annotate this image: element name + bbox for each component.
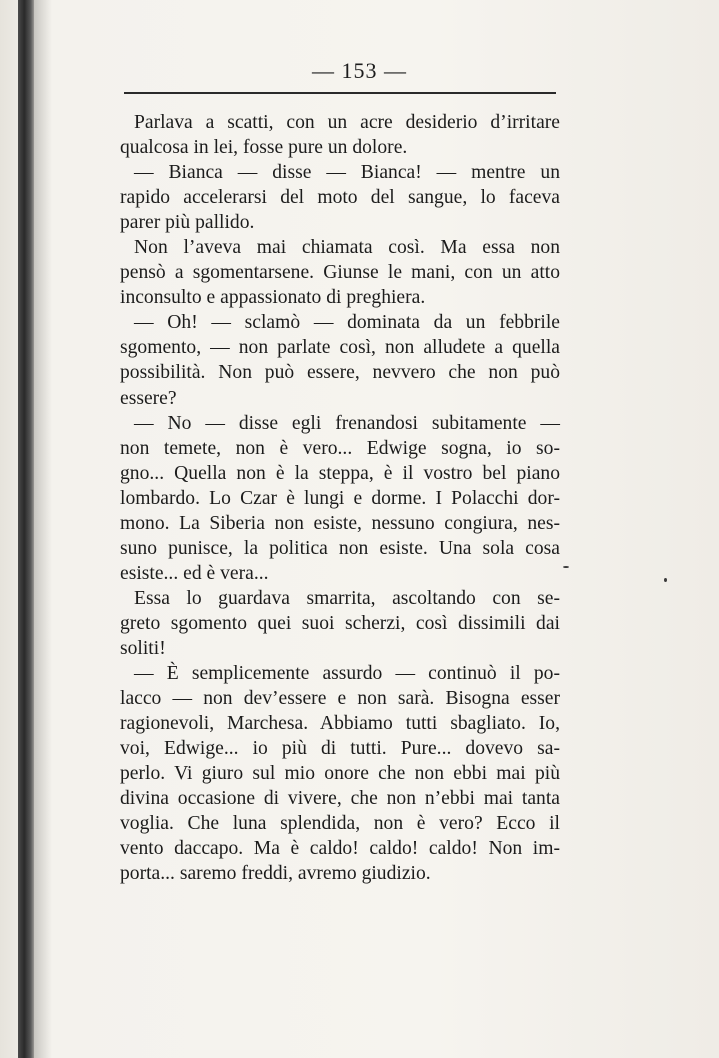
text-line: possibilità. Non può essere, nevvero che non può (120, 362, 560, 384)
text-line: mono. La Siberia non esiste, nessuno congiura, nes- (120, 512, 560, 534)
text-line: porta... saremo freddi, avremo giudizio. (120, 863, 431, 885)
text-line: divina occasione di vivere, che non n’ebbi mai tanta (120, 788, 560, 810)
body-text (120, 110, 560, 886)
text-line: Essa lo guardava smarrita, ascoltando con se- (134, 587, 560, 609)
book-spine-shadow (18, 0, 34, 1058)
text-line: ragionevoli, Marchesa. Abbiamo tutti sbagliato. Io, (120, 713, 560, 735)
text-line: voglia. Che luna splendida, non è vero? Ecco il (120, 813, 560, 835)
text-line: suno punisce, la politica non esiste. Una sola cosa (120, 537, 560, 559)
text-line: inconsulto e appassionato di preghiera. (120, 287, 426, 309)
text-line: soliti! (120, 637, 166, 659)
text-line: Non l’aveva mai chiamata così. Ma essa non (134, 237, 560, 259)
text-line: voi, Edwige... io più di tutti. Pure... dovevo sa- (120, 738, 560, 760)
header-rule (124, 92, 556, 94)
text-line: non temete, non è vero... Edwige sogna, io so- (120, 437, 560, 459)
text-line: — No — disse egli frenandosi subitamente — (134, 412, 560, 434)
text-line: qualcosa in lei, fosse pure un dolore. (120, 137, 408, 159)
text-line: perlo. Vi giuro sul mio onore che non ebbi mai più (120, 763, 560, 785)
text-line: — Oh! — sclamò — dominata da un febbrile (134, 312, 560, 334)
text-line: rapido accelerarsi del moto del sangue, lo faceva (120, 187, 560, 209)
text-line: parer più pallido. (120, 212, 255, 234)
text-line: — Bianca — disse — Bianca! — mentre un (134, 162, 560, 184)
text-line: esiste... ed è vera... (120, 562, 269, 584)
text-line: sgomento, — non parlate così, non alludete a quella (120, 337, 560, 359)
text-line: — È semplicemente assurdo — continuò il po- (134, 663, 560, 685)
text-line: Parlava a scatti, con un acre desiderio d’irritare (134, 112, 560, 133)
text-line: pensò a sgomentarsene. Giunse le mani, con un atto (120, 262, 560, 284)
ink-speck (664, 578, 667, 582)
gutter-shadow (34, 0, 52, 1058)
page-header (0, 58, 719, 84)
ink-speck (563, 566, 569, 568)
text-line: gno... Quella non è la steppa, è il vostro bel piano (120, 462, 560, 484)
text-line: lacco — non dev’essere e non sarà. Bisogna esser (120, 688, 560, 710)
text-line: greto sgomento quei suoi scherzi, così dissimili dai (120, 612, 560, 634)
text-line: essere? (120, 387, 177, 409)
text-line: vento daccapo. Ma è caldo! caldo! caldo! Non im- (120, 838, 560, 860)
page-number: — 153 — (312, 58, 407, 83)
text-line: lombardo. Lo Czar è lungi e dorme. I Polacchi dor- (120, 487, 560, 509)
